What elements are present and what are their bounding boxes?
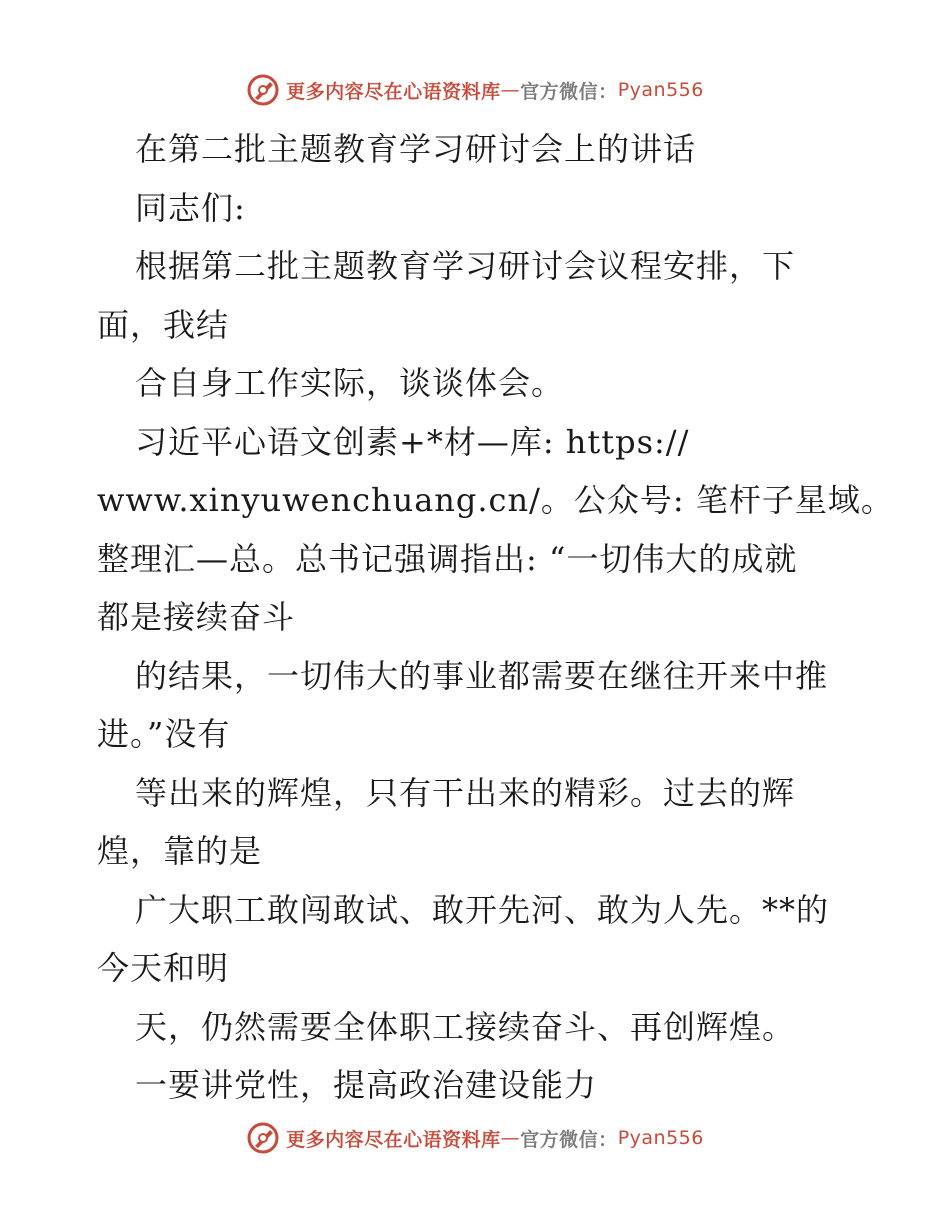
- banner-separator: —: [500, 1127, 521, 1149]
- paragraph-line: www.xinyuwenchuang.cn/。公众号: 笔杆子星域。: [97, 481, 894, 519]
- document-title: 在第二批主题教育学习研讨会上的讲话: [135, 130, 697, 168]
- banner-main-text: 更多内容尽在心语资料库: [286, 1128, 501, 1151]
- paragraph-line: 煌，靠的是: [97, 832, 263, 870]
- paragraph-line: 今天和明: [97, 949, 230, 987]
- paragraph-line: 合自身工作实际，谈谈体会。: [135, 364, 565, 402]
- paragraph-line: 进。”没有: [97, 715, 231, 753]
- banner-sub-text: 官方微信：: [520, 1128, 618, 1151]
- quill-pen-logo-icon: [246, 73, 280, 107]
- banner-wechat-id: Pyan556: [617, 1127, 704, 1149]
- banner-wechat-id: Pyan556: [617, 79, 704, 101]
- paragraph-line: 等出来的辉煌，只有干出来的精彩。过去的辉: [135, 773, 796, 812]
- paragraph-line: 的结果，一切伟大的事业都需要在继往开来中推: [135, 656, 829, 695]
- banner-separator: —: [500, 79, 521, 101]
- section-heading: 一要讲党性，提高政治建设能力: [135, 1066, 598, 1104]
- paragraph-line: 习近平心语文创素+*材—库: https://: [135, 422, 690, 461]
- banner-sub-text: 官方微信：: [520, 80, 618, 103]
- paragraph-line: 面，我结: [97, 305, 230, 344]
- paragraph-line: 天，仍然需要全体职工接续奋斗、再创辉煌。: [135, 1007, 796, 1046]
- paragraph-line: 根据第二批主题教育学习研讨会议程安排，下: [135, 247, 796, 285]
- salutation: 同志们:: [135, 188, 246, 227]
- document-body: [97, 120, 897, 1115]
- footer-watermark-banner: [0, 1121, 950, 1155]
- paragraph-line: 整理汇—总。总书记强调指出: “一切伟大的成就: [97, 539, 798, 578]
- paragraph-line: 广大职工敢闯敢试、敢开先河、敢为人先。**的: [135, 890, 830, 929]
- banner-main-text: 更多内容尽在心语资料库: [286, 80, 501, 103]
- quill-pen-logo-icon: [246, 1121, 280, 1155]
- header-watermark-banner: [0, 73, 950, 107]
- paragraph-line: 都是接续奋斗: [97, 598, 296, 636]
